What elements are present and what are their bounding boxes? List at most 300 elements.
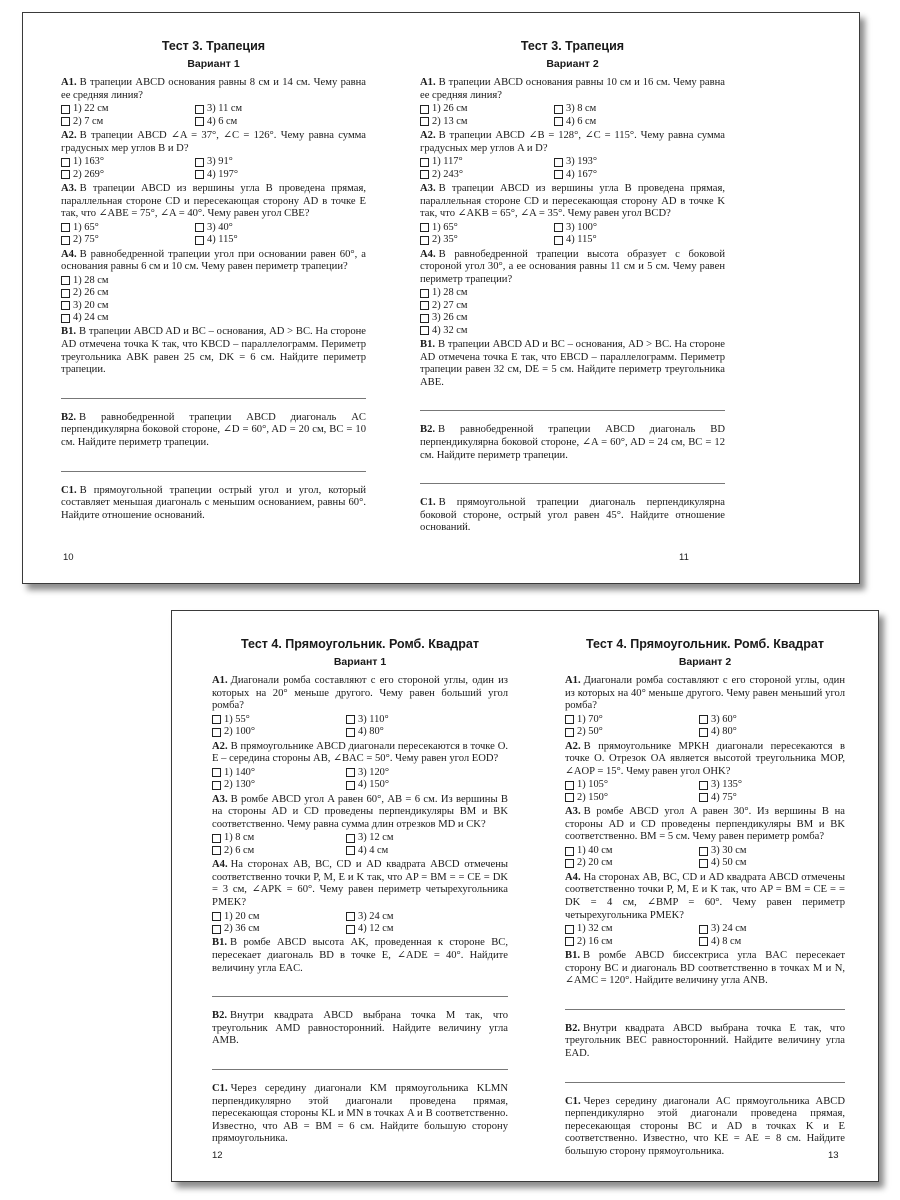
answer-line[interactable] <box>212 995 508 997</box>
answer-option[interactable] <box>61 234 195 246</box>
checkbox[interactable] <box>554 236 563 245</box>
checkbox[interactable] <box>420 105 429 114</box>
answer-option[interactable] <box>420 103 554 115</box>
answer-options <box>212 911 508 936</box>
question-a4 <box>565 872 845 922</box>
answer-option[interactable] <box>699 845 845 857</box>
question-text: Через середину диагонали AC прямоугольника ABCD перпендикулярно этой диагонали проведена прямая, пересекающая стороны BC и AD в точках K и E соответственно. Известно, что KE = AE = 8 см. Найдите большую сторону прямоугольника. <box>565 1095 845 1157</box>
question-text: На сторонах AB, BC, CD и AD квадрата ABCD отмечены соответственно точки P, M, E и K так, что AP = BM = = CE = DK = 3 см, ∠APK = 60°. Чему равен периметр четырехугольника PMEK? <box>212 859 508 908</box>
answer-options <box>61 103 366 128</box>
question-label: В2. <box>565 1022 581 1034</box>
option-label: 1) 40 см <box>577 844 613 856</box>
answer-option[interactable] <box>699 714 845 726</box>
question-text: В равнобедренной трапеции высота образует с боковой стороной угол 30°, а ее основания равны 11 см и 5 см. Чему равен периметр трапеции? <box>420 248 725 285</box>
option-label: 4) 12 см <box>358 922 394 934</box>
answer-option[interactable] <box>212 845 346 857</box>
answer-option[interactable] <box>420 222 554 234</box>
answer-options <box>212 767 508 792</box>
answer-option[interactable] <box>61 169 195 181</box>
question-b1 <box>420 339 725 389</box>
question-text: Через середину диагонали KM прямоугольника KLMN перпендикулярно этой диагонали проведена прямая, пересекающая стороны KL и MN в точках A и B соответственно. Известно, что AB = BM = 6 см. Найдите большую сторону прямоугольника. <box>212 1082 508 1145</box>
option-label: 3) 91° <box>207 156 233 168</box>
checkbox[interactable] <box>61 170 70 179</box>
option-label: 2) 150° <box>577 791 608 803</box>
question-text: В ромбе ABCD угол A равен 30°. Из вершины B на стороны AD и CD проведены перпендикуляры BM и BK соответственно. BM = 5 см. Чему равен периметр ромба? <box>565 806 845 843</box>
answer-option[interactable] <box>195 116 366 128</box>
answer-line[interactable] <box>565 1081 845 1083</box>
answer-option[interactable] <box>554 103 725 115</box>
option-label: 3) 120° <box>358 766 389 778</box>
option-label: 1) 140° <box>224 766 255 778</box>
question-text: В ромбе ABCD угол A равен 60°, AB = 6 см. Из вершины B на стороны AD и CD проведены перпендикуляры BM и BK соответственно. Чему равна сумма длин отрезков MD и CK? <box>212 793 508 830</box>
option-label: 4) 115° <box>566 234 597 246</box>
checkbox[interactable] <box>195 105 204 114</box>
option-label: 1) 32 см <box>577 923 613 935</box>
option-label: 4) 6 см <box>566 115 597 127</box>
checkbox[interactable] <box>699 859 708 868</box>
option-label: 3) 12 см <box>358 832 394 844</box>
checkbox[interactable] <box>346 846 355 855</box>
answer-option[interactable] <box>420 234 554 246</box>
option-label: 1) 26 см <box>432 103 468 115</box>
question-a2 <box>61 130 366 155</box>
answer-option[interactable] <box>699 792 845 804</box>
checkbox[interactable] <box>420 158 429 167</box>
checkbox[interactable] <box>61 223 70 232</box>
checkbox[interactable] <box>699 728 708 737</box>
answer-line[interactable] <box>212 1068 508 1070</box>
option-label: 1) 22 см <box>73 103 109 115</box>
option-label: 1) 163° <box>73 156 104 168</box>
answer-options <box>565 779 845 804</box>
checkbox[interactable] <box>420 301 429 310</box>
option-label: 2) 243° <box>432 168 463 180</box>
checkbox[interactable] <box>565 847 574 856</box>
question-a2 <box>212 741 508 766</box>
variant-label: Вариант 1 <box>187 58 240 70</box>
answer-option[interactable] <box>61 312 366 324</box>
question-a3 <box>61 183 366 221</box>
question-text: В трапеции ABCD AD и BC – основания, AD > BC. На стороне AD отмечена точка E так, что EBCD – параллелограмм. Периметр трапеции равен 32 см, DE = 5 см. Найдите периметр треугольника ABE. <box>420 339 725 388</box>
question-a1 <box>565 675 845 713</box>
option-label: 2) 130° <box>224 779 255 791</box>
checkbox[interactable] <box>420 117 429 126</box>
question-a4 <box>212 859 508 909</box>
answer-options <box>565 845 845 870</box>
answer-option[interactable] <box>565 936 699 948</box>
answer-option[interactable] <box>554 156 725 168</box>
question-label: А2. <box>565 740 581 752</box>
question-label: В2. <box>420 424 436 436</box>
question-a3 <box>212 794 508 832</box>
checkbox[interactable] <box>420 326 429 335</box>
answer-options <box>61 156 366 181</box>
question-text: Внутри квадрата ABCD выбрана точка M так, что треугольник AMD равносторонний. Найдите величину угла AMB. <box>212 1010 508 1047</box>
option-label: 4) 80° <box>358 726 384 738</box>
question-label: А3. <box>565 806 581 818</box>
page-title: Тест 3. Трапеция <box>520 39 625 53</box>
question-label: А4. <box>420 248 436 260</box>
checkbox[interactable] <box>61 117 70 126</box>
checkbox[interactable] <box>61 158 70 167</box>
option-label: 1) 8 см <box>224 832 255 844</box>
question-text: В равнобедренной трапеции угол при основании равен 60°, а основания равны 6 см и 10 см. Чему равен периметр трапеции? <box>61 248 366 273</box>
answer-option[interactable] <box>699 779 845 791</box>
question-label: А2. <box>420 130 436 141</box>
checkbox[interactable] <box>346 925 355 934</box>
answer-option[interactable] <box>212 779 346 791</box>
question-text: В трапеции ABCD основания равны 10 см и 16 см. Чему равна ее средняя линия? <box>420 77 725 101</box>
answer-option[interactable] <box>346 767 508 779</box>
question-b1 <box>212 937 508 975</box>
checkbox[interactable] <box>346 715 355 724</box>
page-13-variant-2 <box>565 611 845 1159</box>
book-spread-test-4 <box>171 610 879 1182</box>
checkbox[interactable] <box>212 846 221 855</box>
answer-option[interactable] <box>346 845 508 857</box>
checkbox[interactable] <box>420 289 429 298</box>
option-label: 2) 35° <box>432 234 458 246</box>
question-label: С1. <box>61 484 77 496</box>
checkbox[interactable] <box>699 715 708 724</box>
question-a1 <box>212 675 508 713</box>
answer-option[interactable] <box>420 312 725 324</box>
checkbox[interactable] <box>346 768 355 777</box>
answer-option[interactable] <box>195 169 366 181</box>
checkbox[interactable] <box>565 728 574 737</box>
question-c1 <box>212 1083 508 1146</box>
option-label: 4) 167° <box>566 168 597 180</box>
option-label: 2) 36 см <box>224 922 260 934</box>
option-label: 4) 80° <box>711 726 737 738</box>
answer-line[interactable] <box>420 482 725 484</box>
answer-options <box>565 923 845 948</box>
question-text: В трапеции ABCD ∠B = 128°, ∠C = 115°. Чему равна сумма градусных мер углов A и D? <box>420 130 725 154</box>
question-label: А3. <box>420 183 436 194</box>
checkbox[interactable] <box>346 781 355 790</box>
answer-option[interactable] <box>699 936 845 948</box>
checkbox[interactable] <box>565 715 574 724</box>
checkbox[interactable] <box>195 170 204 179</box>
answer-option[interactable] <box>346 726 508 738</box>
option-label: 1) 65° <box>432 221 458 233</box>
checkbox[interactable] <box>346 728 355 737</box>
answer-line[interactable] <box>61 470 366 472</box>
question-label: А3. <box>212 793 228 805</box>
question-label: В2. <box>61 411 77 423</box>
question-text: В трапеции ABCD из вершины угла B проведена прямая, параллельная стороне CD и пересекающая сторону AD в точке K так, что ∠AKB = 65°, ∠A = 35°. Чему равен угол BCD? <box>420 183 725 220</box>
option-label: 2) 27 см <box>432 299 468 311</box>
question-label: А1. <box>565 675 581 686</box>
answer-options <box>420 222 725 247</box>
question-label: А4. <box>61 248 77 260</box>
page-number: 11 <box>679 552 689 563</box>
question-c1 <box>565 1096 845 1159</box>
answer-option[interactable] <box>195 222 366 234</box>
answer-option[interactable] <box>565 779 699 791</box>
option-label: 1) 28 см <box>432 287 468 299</box>
answer-option[interactable] <box>420 169 554 181</box>
option-label: 4) 197° <box>207 168 238 180</box>
option-label: 4) 8 см <box>711 935 742 947</box>
option-label: 4) 6 см <box>207 115 238 127</box>
answer-option[interactable] <box>212 767 346 779</box>
option-label: 3) 135° <box>711 779 742 791</box>
answer-option[interactable] <box>61 116 195 128</box>
answer-option[interactable] <box>212 911 346 923</box>
answer-option[interactable] <box>346 923 508 935</box>
answer-options <box>565 714 845 739</box>
checkbox[interactable] <box>565 925 574 934</box>
question-label: А1. <box>61 77 77 88</box>
question-label: А2. <box>212 740 228 752</box>
question-a3 <box>420 183 725 221</box>
checkbox[interactable] <box>61 301 70 310</box>
answer-options <box>420 287 725 337</box>
page-number: 13 <box>828 1150 839 1161</box>
checkbox[interactable] <box>212 781 221 790</box>
option-label: 4) 75° <box>711 791 737 803</box>
page-title: Тест 4. Прямоугольник. Ромб. Квадрат <box>586 637 824 651</box>
checkbox[interactable] <box>212 834 221 843</box>
checkbox[interactable] <box>699 793 708 802</box>
question-b1 <box>565 950 845 988</box>
question-label: В1. <box>61 326 77 338</box>
option-label: 3) 8 см <box>566 103 597 115</box>
checkbox[interactable] <box>195 236 204 245</box>
option-label: 4) 32 см <box>432 324 468 336</box>
question-label: В1. <box>565 949 581 961</box>
question-a1 <box>61 77 366 102</box>
answer-options <box>212 714 508 739</box>
answer-option[interactable] <box>346 832 508 844</box>
option-label: 2) 13 см <box>432 115 468 127</box>
option-label: 1) 117° <box>432 156 463 168</box>
question-text: В равнобедренной трапеции ABCD диагональ AC перпендикулярна боковой стороне, ∠D = 60°, AD = 20 см, BC = 10 см. Найдите периметр трапеции. <box>61 411 366 448</box>
answer-option[interactable] <box>554 169 725 181</box>
answer-option[interactable] <box>61 287 366 299</box>
checkbox[interactable] <box>212 768 221 777</box>
checkbox[interactable] <box>420 236 429 245</box>
answer-line[interactable] <box>420 409 725 411</box>
question-text: В прямоугольнике ABCD диагонали пересекаются в точке O. E – середина стороны AB, ∠BAC = 50°. Чему равен угол EOD? <box>212 740 508 765</box>
option-label: 4) 115° <box>207 234 238 246</box>
option-label: 3) 110° <box>358 713 389 725</box>
option-label: 3) 100° <box>566 221 597 233</box>
answer-option[interactable] <box>565 714 699 726</box>
checkbox[interactable] <box>346 912 355 921</box>
question-b2 <box>61 412 366 450</box>
option-label: 3) 193° <box>566 156 597 168</box>
page-number: 10 <box>63 552 74 563</box>
option-label: 3) 24 см <box>358 910 394 922</box>
answer-option[interactable] <box>61 300 366 312</box>
question-a3 <box>565 806 845 844</box>
answer-option[interactable] <box>212 832 346 844</box>
page-title: Тест 3. Трапеция <box>161 39 266 53</box>
checkbox[interactable] <box>61 236 70 245</box>
option-label: 2) 26 см <box>73 287 109 299</box>
answer-option[interactable] <box>61 156 195 168</box>
checkbox[interactable] <box>554 223 563 232</box>
answer-option[interactable] <box>212 726 346 738</box>
checkbox[interactable] <box>420 223 429 232</box>
answer-option[interactable] <box>565 792 699 804</box>
page-10-variant-1 <box>61 13 366 522</box>
question-a1 <box>420 77 725 102</box>
answer-line[interactable] <box>61 397 366 399</box>
option-label: 2) 50° <box>577 726 603 738</box>
checkbox[interactable] <box>195 117 204 126</box>
option-label: 4) 24 см <box>73 312 109 323</box>
option-label: 1) 70° <box>577 713 603 725</box>
answer-option[interactable] <box>565 923 699 935</box>
answer-option[interactable] <box>565 857 699 869</box>
answer-option[interactable] <box>420 287 725 299</box>
question-b2 <box>212 1010 508 1048</box>
page-number: 12 <box>212 1150 223 1161</box>
option-label: 1) 55° <box>224 713 250 725</box>
question-a4 <box>61 249 366 274</box>
answer-option[interactable] <box>346 714 508 726</box>
question-b2 <box>420 424 725 462</box>
question-text: В равнобедренной трапеции ABCD диагональ BD перпендикулярна боковой стороне, ∠A = 60°, AD = 24 см, BC = 12 см. Найдите периметр трапеции. <box>420 424 725 461</box>
question-c1 <box>61 485 366 523</box>
answer-option[interactable] <box>61 275 366 287</box>
option-label: 1) 28 см <box>73 274 109 286</box>
answer-option[interactable] <box>554 116 725 128</box>
answer-option[interactable] <box>61 222 195 234</box>
checkbox[interactable] <box>212 715 221 724</box>
page-12-variant-1 <box>212 611 508 1146</box>
checkbox[interactable] <box>554 158 563 167</box>
checkbox[interactable] <box>212 925 221 934</box>
question-text: Диагонали ромба составляют с его стороной углы, один из которых на 20° меньше другого. Чему равен больший угол ромба? <box>212 675 508 712</box>
checkbox[interactable] <box>212 728 221 737</box>
answer-line[interactable] <box>565 1008 845 1010</box>
answer-option[interactable] <box>554 222 725 234</box>
question-text: В трапеции ABCD ∠A = 37°, ∠C = 126°. Чему равна сумма градусных мер углов B и D? <box>61 130 366 154</box>
answer-options <box>420 156 725 181</box>
checkbox[interactable] <box>195 223 204 232</box>
option-label: 4) 4 см <box>358 844 389 856</box>
question-label: С1. <box>565 1095 581 1107</box>
answer-option[interactable] <box>565 726 699 738</box>
answer-option[interactable] <box>195 156 366 168</box>
question-label: А4. <box>212 859 228 871</box>
checkbox[interactable] <box>554 105 563 114</box>
answer-option[interactable] <box>699 726 845 738</box>
question-text: В прямоугольной трапеции острый угол и угол, который составляет меньшая диагональ с меньшим основанием, равны 60°. Найдите отношение оснований. <box>61 484 366 521</box>
option-label: 2) 6 см <box>224 844 255 856</box>
answer-option[interactable] <box>420 116 554 128</box>
option-label: 3) 60° <box>711 713 737 725</box>
answer-option[interactable] <box>346 779 508 791</box>
option-label: 3) 26 см <box>432 312 468 324</box>
checkbox[interactable] <box>565 937 574 946</box>
answer-options <box>61 222 366 247</box>
answer-option[interactable] <box>699 923 845 935</box>
option-label: 2) 269° <box>73 168 104 180</box>
page-11-variant-2 <box>420 13 725 535</box>
checkbox[interactable] <box>699 847 708 856</box>
checkbox[interactable] <box>565 781 574 790</box>
checkbox[interactable] <box>699 781 708 790</box>
option-label: 3) 11 см <box>207 103 243 115</box>
question-text: Внутри квадрата ABCD выбрана точка E так, что треугольник BEC равносторонний. Найдите величину угла EAD. <box>565 1022 845 1059</box>
checkbox[interactable] <box>61 289 70 298</box>
question-label: С1. <box>212 1082 228 1094</box>
question-label: А4. <box>565 871 581 883</box>
answer-options <box>212 832 508 857</box>
question-label: А1. <box>212 675 228 686</box>
answer-option[interactable] <box>212 923 346 935</box>
answer-option[interactable] <box>61 103 195 115</box>
option-label: 2) 75° <box>73 234 99 246</box>
checkbox[interactable] <box>61 276 70 285</box>
answer-option[interactable] <box>699 857 845 869</box>
question-b2 <box>565 1023 845 1061</box>
option-label: 3) 24 см <box>711 923 747 935</box>
question-label: В2. <box>212 1010 228 1022</box>
question-text: В прямоугольной трапеции диагональ перпендикулярна боковой стороне, острый угол равен 45°. Найдите отношение оснований. <box>420 497 725 534</box>
option-label: 3) 30 см <box>711 844 747 856</box>
question-a2 <box>565 741 845 779</box>
question-label: А2. <box>61 130 77 141</box>
question-label: В1. <box>212 937 228 949</box>
checkbox[interactable] <box>212 912 221 921</box>
answer-option[interactable] <box>195 103 366 115</box>
checkbox[interactable] <box>565 793 574 802</box>
option-label: 1) 20 см <box>224 910 260 922</box>
answer-option[interactable] <box>212 714 346 726</box>
checkbox[interactable] <box>420 314 429 323</box>
answer-option[interactable] <box>346 911 508 923</box>
answer-option[interactable] <box>565 845 699 857</box>
checkbox[interactable] <box>554 117 563 126</box>
option-label: 1) 105° <box>577 779 608 791</box>
answer-option[interactable] <box>554 234 725 246</box>
checkbox[interactable] <box>195 158 204 167</box>
checkbox[interactable] <box>565 859 574 868</box>
question-a4 <box>420 249 725 287</box>
option-label: 3) 40° <box>207 221 233 233</box>
answer-options <box>61 275 366 325</box>
checkbox[interactable] <box>61 314 70 323</box>
page-title: Тест 4. Прямоугольник. Ромб. Квадрат <box>241 637 479 651</box>
checkbox[interactable] <box>699 937 708 946</box>
question-text: В трапеции ABCD AD и BC – основания, AD > BC. На стороне AD отмечена точка K так, что KBCD – параллелограмм. Периметр треугольника ABK равен 25 см, DK = 6 см. Найдите периметр трапеции. <box>61 326 366 376</box>
question-text: В ромбе ABCD биссектриса угла BAC пересекает сторону BC и диагональ BD соответственно в точках M и N, ∠AMC = 120°. Найдите величину угла ANB. <box>565 949 845 987</box>
variant-label: Вариант 1 <box>333 656 387 668</box>
checkbox[interactable] <box>61 105 70 114</box>
checkbox[interactable] <box>346 834 355 843</box>
checkbox[interactable] <box>420 170 429 179</box>
answer-option[interactable] <box>420 156 554 168</box>
question-text: В прямоугольнике MPKH диагонали пересекаются в точке O. Отрезок OA является высотой треугольника MOP, ∠AOP = 15°. Чему равен угол OHK? <box>565 740 845 777</box>
answer-option[interactable] <box>420 300 725 312</box>
book-spread-test-3 <box>22 12 860 584</box>
answer-option[interactable] <box>195 234 366 246</box>
answer-options <box>420 103 725 128</box>
checkbox[interactable] <box>699 925 708 934</box>
question-label: В1. <box>420 339 436 350</box>
checkbox[interactable] <box>554 170 563 179</box>
answer-option[interactable] <box>420 325 725 337</box>
question-b1 <box>61 326 366 376</box>
option-label: 4) 50 см <box>711 857 747 869</box>
question-text: В ромбе ABCD высота AK, проведенная к стороне BC, пересекает диагональ BD в точке E, ∠ADE = 40°. Найдите величину угла EAC. <box>212 937 508 974</box>
